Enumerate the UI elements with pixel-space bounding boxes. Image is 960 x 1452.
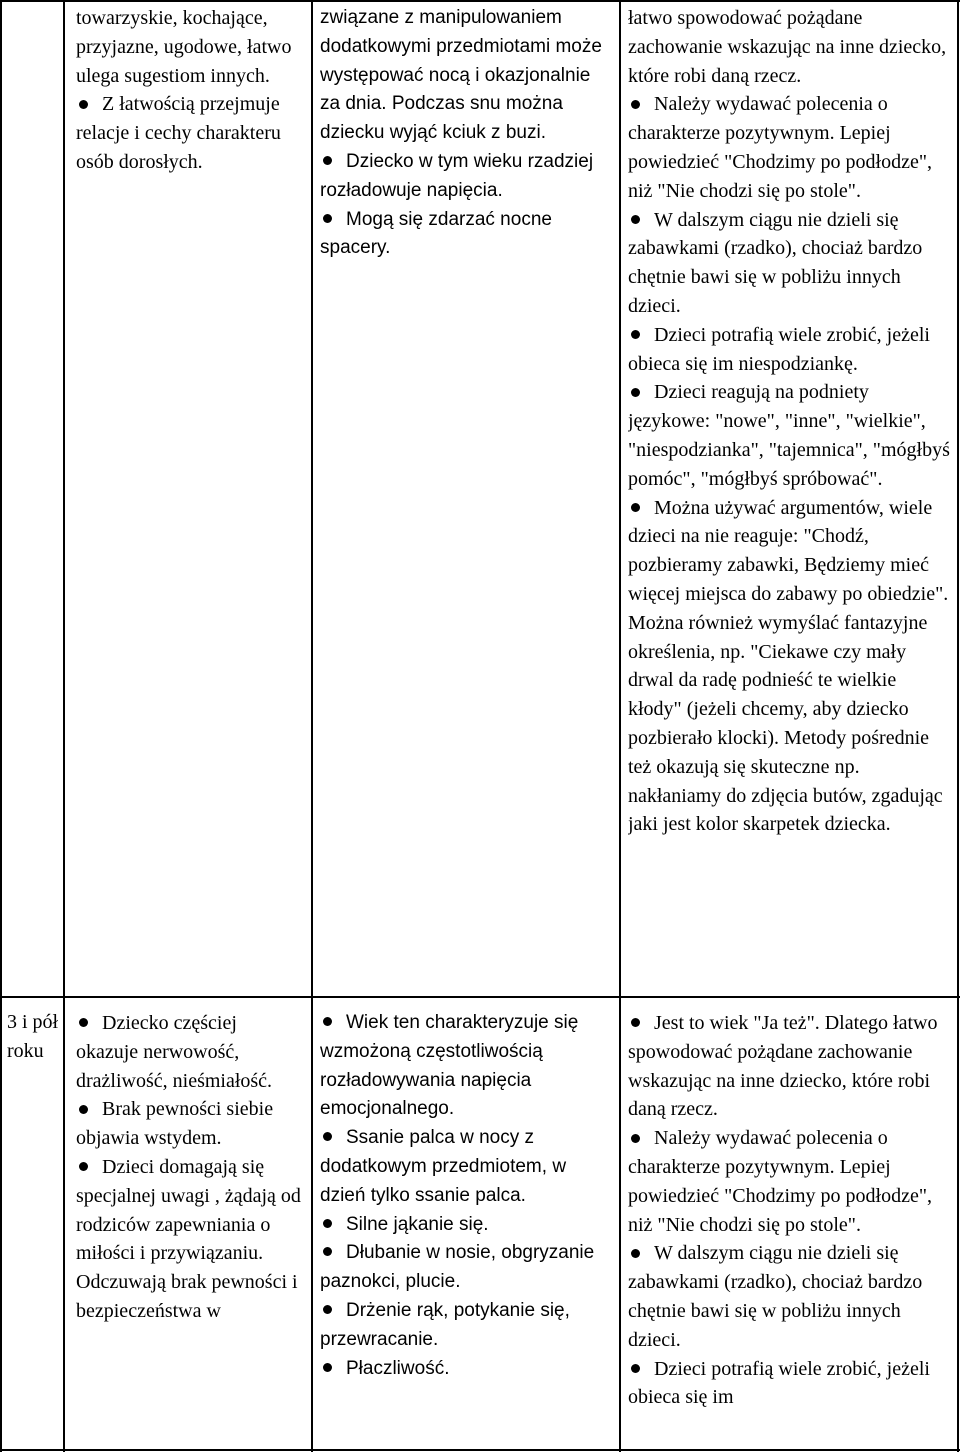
bullet-icon <box>631 1018 640 1027</box>
list-item <box>320 148 612 206</box>
bullet-icon <box>323 1247 332 1256</box>
list-item-text: Wiek ten charakteryzuje się wzmożoną częstotliwością rozładowywania napięcia emocjonalnego. <box>320 1012 579 1120</box>
guidance-cell <box>628 1009 952 1447</box>
bullet-icon <box>323 156 332 165</box>
list-item <box>628 494 952 840</box>
bullet-icon <box>323 1132 332 1141</box>
bullet-icon <box>323 1017 332 1026</box>
bullet-icon <box>631 215 640 224</box>
list-item-text: Dzieci domagają się specjalnej uwagi , żądają od rodziców zapewniania o miłości i przywiązaniu. Odczuwają brak pewności i bezpieczeństwa w <box>76 1155 301 1322</box>
list-item-text: Dzieci reagują na podniety językowe: "nowe", "inne", "wielkie", "niespodzianka", "tajemnica", "mógłbyś pomóc", "mógłbyś spróbować". <box>628 381 950 490</box>
list-item-text: Płaczliwość. <box>346 1357 450 1379</box>
age-cell: 3 i pół roku <box>7 1011 59 1062</box>
bullet-icon <box>631 1249 640 1258</box>
cell-lead-text: łatwo spowodować pożądane zachowanie wskazując na inne dziecko, które robi daną rzecz. <box>628 7 947 87</box>
bullet-icon <box>79 100 88 109</box>
list-item <box>628 90 952 205</box>
list-item-text: Dłubanie w nosie, obgryzanie paznokci, plucie. <box>320 1242 595 1293</box>
list-item-text: Dzieci potrafią wiele zrobić, jeżeli obieca się im <box>628 1357 930 1409</box>
bullet-icon <box>631 100 640 109</box>
list-item <box>320 1239 612 1297</box>
table-border-bottom <box>0 1449 960 1451</box>
column-divider <box>311 0 313 1452</box>
bullet-icon <box>79 1018 88 1027</box>
list-item <box>628 1009 952 1124</box>
list-item-text: Dziecko w tym wieku rzadziej rozładowuje napięcia. <box>320 150 594 201</box>
list-item <box>320 1355 612 1384</box>
list-item <box>76 1009 302 1095</box>
list-item <box>628 321 952 379</box>
list-item <box>320 1297 612 1355</box>
list-item-text: Mogą się zdarzać nocne spacery. <box>320 208 552 259</box>
tension-cell <box>320 1009 612 1447</box>
list-item-text: Dzieci potrafią wiele zrobić, jeżeli obieca się im niespodziankę. <box>628 323 930 375</box>
bullet-icon <box>323 1219 332 1228</box>
list-item <box>628 206 952 321</box>
bullet-icon <box>631 1134 640 1143</box>
list-item-text: Należy wydawać polecenia o charakterze pozytywnym. Lepiej powiedzieć "Chodzimy po podłodze", niż "Nie chodzi się po stole". <box>628 93 933 202</box>
bullet-icon <box>631 330 640 339</box>
list-item <box>320 206 612 264</box>
list-item <box>76 90 302 176</box>
bullet-icon <box>323 1363 332 1372</box>
list-item-text: Można używać argumentów, wiele dzieci na nie reaguje: "Chodź, pozbieramy zabawki, Będziemy mieć więcej miejsca do zabawy po obiedzie". Można również wymyślać fantazyjne określenia, np. "Ciekawe czy mały drwal da radę podnieść te wielkie kłody" (jeżeli chcemy, aby dziecko pozbierało klocki). Metody pośrednie też okazują się skuteczne np. nakłaniamy do zdjęcia butów, zgadując jaki jest kolor skarpetek dziecka. <box>628 496 949 836</box>
bullet-icon <box>323 1305 332 1314</box>
list-item-text: Z łatwością przejmuje relacje i cechy charakteru osób dorosłych. <box>76 93 281 173</box>
list-item-text: Dziecko częściej okazuje nerwowość, drażliwość, nieśmiałość. <box>76 1012 273 1092</box>
table-border-right <box>957 0 959 1452</box>
bullet-icon <box>631 1364 640 1373</box>
table-border-top <box>0 0 960 2</box>
list-item-text: W dalszym ciągu nie dzieli się zabawkami (rzadko), chociaż bardzo chętnie bawi się w pobliżu innych dzieci. <box>628 1242 923 1351</box>
bullet-icon <box>631 388 640 397</box>
bullet-icon <box>631 503 640 512</box>
list-item-text: towarzyskie, kochające, przyjazne, ugodowe, łatwo ulega sugestiom innych. <box>76 7 292 87</box>
behavior-cell <box>76 1009 302 1447</box>
list-item <box>320 1124 612 1210</box>
bullet-icon <box>79 1105 88 1114</box>
list-item <box>628 378 952 493</box>
column-divider <box>619 0 621 1452</box>
list-item-text: Silne jąkanie się. <box>346 1213 489 1235</box>
bullet-icon <box>323 214 332 223</box>
list-item-text: Drżenie rąk, potykanie się, przewracanie. <box>320 1299 570 1350</box>
guidance-cell <box>628 4 952 994</box>
list-item <box>628 1124 952 1239</box>
list-item-text: Należy wydawać polecenia o charakterze pozytywnym. Lepiej powiedzieć "Chodzimy po podłodze", niż "Nie chodzi się po stole". <box>628 1127 933 1236</box>
list-item <box>76 1153 302 1326</box>
list-item-text: W dalszym ciągu nie dzieli się zabawkami (rzadko), chociaż bardzo chętnie bawi się w pobliżu innych dzieci. <box>628 208 923 317</box>
column-divider <box>63 0 65 1452</box>
list-item <box>76 1095 302 1153</box>
list-item <box>628 1239 952 1354</box>
list-item <box>76 4 302 90</box>
row-divider <box>0 996 960 998</box>
bullet-icon <box>79 1162 88 1171</box>
list-item <box>320 1009 612 1124</box>
cell-lead-text: związane z manipulowaniem dodatkowymi przedmiotami może występować nocą i okazjonalnie za dnia. Podczas snu można dziecku wyjąć kciuk z buzi. <box>320 7 602 144</box>
list-item-text: Brak pewności siebie objawia wstydem. <box>76 1098 274 1150</box>
behavior-cell <box>76 4 302 994</box>
list-item-text: Ssanie palca w nocy z dodatkowym przedmiotem, w dzień tylko ssanie palca. <box>320 1127 567 1206</box>
list-item-text: Jest to wiek "Ja też". Dlatego łatwo spowodować pożądane zachowanie wskazując na inne dziecko, które robi daną rzecz. <box>628 1012 938 1121</box>
list-item <box>628 1355 952 1413</box>
tension-cell <box>320 4 612 994</box>
list-item <box>320 1211 612 1240</box>
table-border-left <box>0 0 2 1452</box>
